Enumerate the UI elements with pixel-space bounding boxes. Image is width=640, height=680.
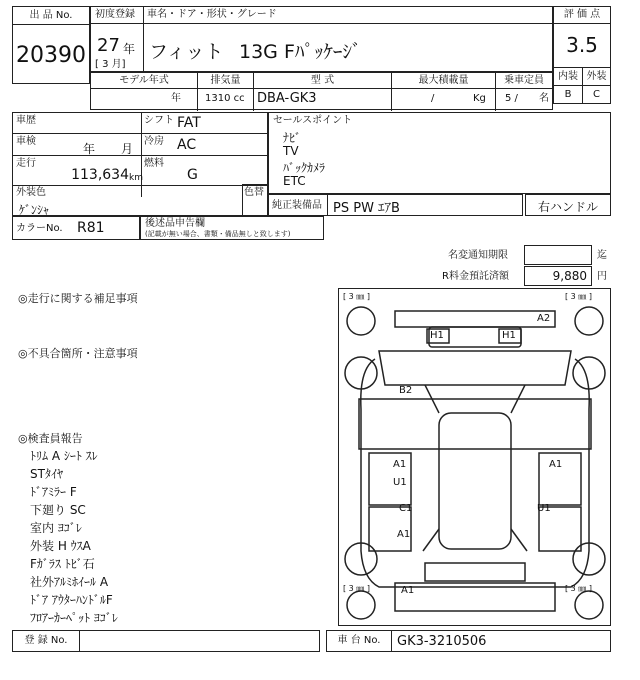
model-label: 型 式	[310, 75, 335, 86]
displacement-label: 排気量	[210, 75, 241, 86]
tire-tag-fl: [ 3 ㎜ ]	[343, 292, 370, 301]
chassis-no: GK3-3210506	[397, 634, 487, 649]
inspector-item: 社外ｱﾙﾐﾎｲｰﾙ A	[30, 575, 109, 589]
model-year-unit: 年	[171, 93, 181, 104]
sales-point-1: TV	[283, 144, 299, 158]
aftermarket-note: (記載が無い場合、書類・備品無しと致します)	[145, 230, 291, 238]
inspector-item: STﾀｲﾔ	[30, 467, 63, 481]
recycle-amount: 9,880	[552, 269, 587, 283]
steering: 右ハンドル	[537, 200, 598, 214]
damage-mark: A1	[549, 459, 563, 470]
damage-mark: A2	[537, 313, 551, 324]
recycle-unit: 円	[597, 271, 607, 282]
damage-mark: C1	[399, 503, 413, 514]
capacity: 5 /	[505, 93, 518, 104]
color-no-label: カラーNo.	[16, 223, 63, 234]
genuine-equipment: PS PW ｴｱB	[333, 201, 400, 216]
color-change-label: 色替	[244, 187, 264, 198]
name-change-field	[524, 245, 592, 265]
car-grade: 13G Fﾊﾟｯｹｰｼﾞ	[239, 41, 362, 63]
genuine-equipment-box	[268, 194, 523, 216]
fuel: G	[187, 167, 198, 183]
details-box	[12, 112, 268, 216]
inspector-item: ﾄﾘﾑ A ｼｰﾄ ｽﾚ	[30, 449, 98, 463]
inspector-item: Fｶﾞﾗｽ ﾄﾋﾞ石	[30, 557, 95, 571]
inspector-item: 室内 ﾖｺﾞﾚ	[30, 521, 82, 535]
tire-tag-rl: [ 3 ㎜ ]	[343, 584, 370, 593]
max-load-label: 最大積載量	[418, 75, 469, 86]
displacement: 1310 cc	[205, 93, 245, 104]
sales-points-label: セールスポイント	[273, 115, 353, 126]
defects-label: ◎不具合箇所・注意事項	[18, 347, 138, 360]
interior-grade: B	[564, 89, 572, 100]
driving-notes-label: ◎走行に関する補足事項	[18, 292, 138, 305]
sales-point-2: ﾊﾞｯｸｶﾒﾗ	[283, 161, 326, 175]
shift-label: シフト	[144, 115, 174, 126]
lot-no: 20390	[16, 43, 86, 68]
inspector-label: ◎検査員報告	[18, 432, 83, 445]
year-unit: 年	[123, 42, 136, 56]
capacity-label: 乗車定員	[504, 75, 544, 86]
chassis-label: 車 台 No.	[337, 635, 381, 646]
model-year-label: モデル年式	[119, 75, 169, 86]
score: 3.5	[566, 33, 598, 57]
capacity-unit: 名	[539, 93, 549, 104]
damage-mark: H1	[430, 330, 444, 341]
mileage-label: 走行	[16, 158, 36, 169]
inspection-month-unit: 月	[121, 142, 134, 156]
inspection-label: 車検	[16, 136, 36, 147]
interior-label: 内装	[558, 71, 578, 82]
sales-point-3: ETC	[283, 174, 306, 188]
max-load-unit: Kg	[473, 93, 486, 104]
tire-tag-fr: [ 3 ㎜ ]	[565, 292, 592, 301]
damage-mark: U1	[537, 503, 551, 514]
score-box	[553, 6, 611, 104]
inspector-item: ﾄﾞｱ ｱｳﾀｰﾊﾝﾄﾞﾙF	[30, 593, 113, 607]
car-name: フィット	[149, 41, 224, 63]
car-name-label: 車名・ドア・形状・グレード	[147, 9, 277, 20]
ac: AC	[177, 137, 197, 153]
inspector-item: 下廻り SC	[30, 503, 86, 517]
aftermarket-box	[140, 216, 324, 240]
fuel-label: 燃料	[144, 158, 164, 169]
ac-label: 冷房	[144, 136, 164, 147]
inspection-year-unit: 年	[83, 142, 96, 156]
max-load: /	[431, 93, 435, 104]
score-label: 評 価 点	[563, 9, 601, 20]
reg-year: 27	[97, 35, 120, 56]
chassis-box	[326, 630, 611, 652]
damage-mark: A1	[401, 585, 415, 596]
mileage: 113,634	[71, 167, 129, 183]
car-info-box	[90, 6, 553, 72]
reg-month: [ 3 月]	[95, 59, 126, 70]
damage-mark: H1	[502, 330, 516, 341]
car-diagram	[338, 288, 611, 626]
genuine-equipment-label: 純正装備品	[272, 200, 322, 211]
sales-points-box	[268, 112, 611, 194]
color-change-box	[242, 184, 268, 216]
steering-box	[525, 194, 611, 216]
history-label: 車歴	[16, 115, 36, 126]
damage-mark: B2	[399, 385, 413, 396]
shift: FAT	[177, 115, 201, 131]
registration-label: 登 録 No.	[24, 635, 68, 646]
model-code: DBA-GK3	[257, 91, 317, 106]
recycle-field	[524, 266, 592, 286]
name-change-label: 名変通知期限	[448, 250, 508, 261]
inspector-item: ﾌﾛｱｰｶｰﾍﾟｯﾄ ﾖｺﾞﾚ	[30, 611, 118, 625]
inspector-item: ﾄﾞｱﾐﾗｰ F	[30, 485, 77, 499]
inspector-item: 外装 H ｳｽA	[30, 539, 91, 553]
tire-tag-rr: [ 3 ㎜ ]	[565, 584, 592, 593]
aftermarket-label: 後述品申告欄	[145, 218, 205, 229]
exterior-color: ｹﾞﾝｼｬ	[19, 203, 50, 217]
exterior-label: 外装	[586, 71, 607, 82]
color-no-box	[12, 216, 140, 240]
lot-no-box	[12, 6, 90, 84]
exterior-grade: C	[593, 89, 600, 100]
registration-box	[12, 630, 320, 652]
color-no: R81	[77, 220, 105, 236]
exterior-color-label: 外装色	[16, 187, 46, 198]
spec-box	[90, 72, 553, 110]
damage-mark: A1	[397, 529, 411, 540]
mileage-unit: km	[129, 173, 143, 183]
damage-mark: U1	[393, 477, 407, 488]
lot-no-label: 出 品 No.	[13, 9, 89, 25]
damage-mark: A1	[393, 459, 407, 470]
recycle-label: R料金預託済額	[442, 271, 509, 282]
sales-point-0: ﾅﾋﾞ	[283, 131, 302, 145]
name-change-unit: 迄	[597, 250, 607, 261]
first-reg-label: 初度登録	[95, 9, 135, 20]
